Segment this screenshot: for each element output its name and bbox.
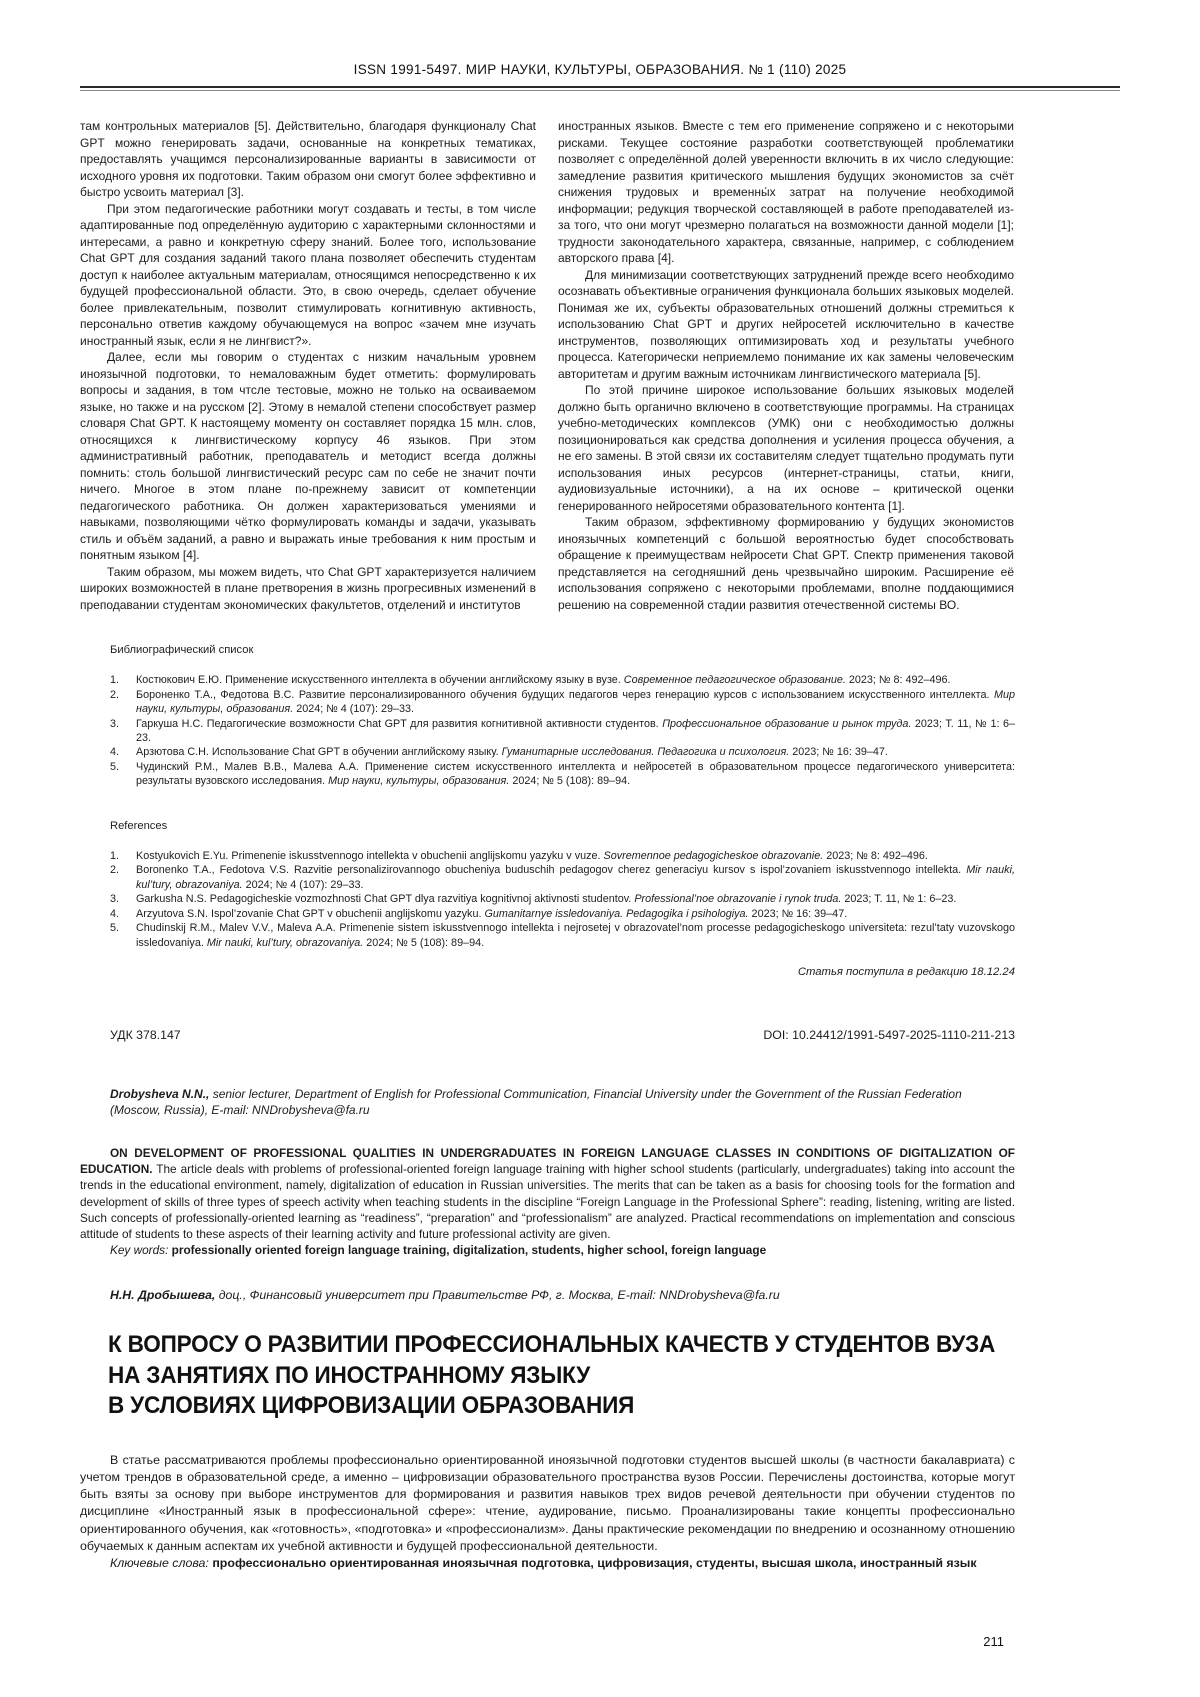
reference-item [110,849,1015,863]
article-title-en: ON DEVELOPMENT OF PROFESSIONAL QUALITIES IN UNDERGRADUATES IN FOREIGN LANGUAGE CLASSES IN CONDITIONS OF DIGITALIZATION OF EDUCATION. [80,1145,1015,1177]
item-text [136,849,1015,863]
title-line-2: НА ЗАНЯТИЯХ ПО ИНОСТРАННОМУ ЯЗЫКУ [108,1361,591,1389]
header-rule-thin [80,90,1120,91]
item-text [136,673,1015,687]
citation-pre: Гаркуша Н.С. Педагогические возможности Chat GPT для развития когнитивной активности студентов. [136,717,663,730]
bibliography-item [110,673,1015,687]
bibliography-list [80,673,1015,788]
citation-journal: Современное педагогическое образование. [623,674,846,687]
citation-pre: Костюкович Е.Ю. Применение искусственного интеллекта в обучении английскому языку в вузе. [136,674,624,687]
item-text [136,688,1015,717]
author-info-ru [110,1288,1015,1302]
author-name-ru: Н.Н. Дробышева, [110,1288,216,1303]
meta-row [80,1028,1015,1042]
abstract-en [80,1145,1015,1242]
item-number: 2. [110,864,120,877]
bibliography-title: Библиографический список [110,644,254,656]
citation-pre: Chudinskij R.M., Malev V.V., Maleva A.A. Primenenie sistem iskusstvennogo intellekta i nejrosetej v obrazovatel’nom processe pedagogicheskogo universiteta: rezul’taty vuzovskogo issledovaniya. [136,922,1015,949]
item-text [136,745,1015,759]
body-paragraph: Далее, если мы говорим о студентах с низким начальным уровнем иноязычной подготовки, то немаловажным будет отметить: формулировать вопросы и задания, в том чтсле тестовые, можно не только на осваиваемом языке, но также и на русском [2]. Этому в немалой степени способствует размер словаря Chat GPT. К настоящему моменту он составляет порядка 15 млн. слов, относящихся к лингвистическому корпусу 46 языков. При этом административный работник, преподаватель и методист всегда должны помнить: столь большой лингвистический ресурс сам по себе не значит почти ничего. Многое в этом плане по-прежнему зависит от компетенции педагогического работника. Он должен характеризоваться умениями и навыками, позволяющими чётко формулировать команды и задачи, указывать стиль и объём заданий, а равно и выражать иные требования к ним простым и понятным языком [4]. [80,350,536,562]
citation-tail: 2024; № 4 (107): 29–33. [242,878,364,891]
abstract-text-en: The article deals with problems of professional-oriented foreign language training with higher school students (particularly, undergraduates) taking into account the trends in the educational environment, namely, digitalization of education in Russian universities. The merits that can be taken as a basis for choosing tools for the formation and development of skills of three types of speech activity when teaching students in the discipline “Foreign Language in the Professional Sphere”: reading, listening, writing are listed. Such concepts of professionally-oriented learning as “readiness”, “preparation” and “professionalism” are analyzed. Practical recommendations on implementation and conscious attitude of students to these aspects of their learning activity and future professional activity are given. [80,1162,1015,1241]
title-line-1: К ВОПРОСУ О РАЗВИТИИ ПРОФЕССИОНАЛЬНЫХ КАЧЕСТВ У СТУДЕНТОВ ВУЗА [108,1331,996,1359]
item-number: 2. [110,688,120,701]
header-rule [80,86,1120,88]
citation-journal: Мир науки, культуры, образования. [136,688,1015,716]
body-paragraph: По этой причине широкое использование больших языковых моделей должно быть органично включено в соответствующие программы. На страницах учебно-методических комплексов (УМК) они с необходимостью должны позиционироваться как средства дополнения и усиления процесса обучения, а не его замены. В этой связи их составителям следует тщательно продумать пути использования иных ресурсов (интернет-страницы, статьи, книги, аудиовизуальные источники), а на их основе – критической оценки генерированного нейросетями образовательного контента [1]. [558,383,1014,513]
citation-pre: Чудинский Р.М., Малев В.В., Малева А.А. Применение систем искусственного интеллекта и нейросетей в образовательном процессе педагогического университета: результаты вузовского исследования. [136,760,1015,788]
author-affiliation-ru: доц., Финансовый университет при Правительстве РФ, г. Москва, E-mail: NNDrobysheva@fa.ru [215,1288,780,1303]
citation-tail: 2024; № 5 (108): 89–94. [509,775,631,788]
item-number: 5. [110,922,120,935]
citation-tail: 2023; Т. 11, № 1: 6–23. [136,717,1016,745]
citation-pre: Boronenko T.A., Fedotova V.S. Razvitie personalizirovannogo obucheniya buduschih pedagogov cherez generaciyu kursov s ispol’zovaniem iskusstvennogo intellekta. [136,864,967,877]
item-number: 5. [110,760,120,773]
item-number: 1. [110,674,120,687]
udk-code: УДК 378.147 [110,1027,181,1042]
page-number: 211 [983,1634,1004,1649]
body-paragraph: там контрольных материалов [5]. Действительно, благодаря функционалу Chat GPT можно генерировать задачи, основанные на конкретных тематиках, предоставлять учащимся персонализированные варианты в зависимости от исходного уровня их подготовки. Таким образом они смогут более эффективно и быстро усвоить материал [3]. [80,119,536,199]
reference-item [110,863,1015,892]
body-paragraph: Таким образом, мы можем видеть, что Chat GPT характеризуется наличием широких возможностей в плане претворения в жизнь прогресивных изменений в преподавании студентам экономических факультетов, отделений и институтов [80,564,536,612]
keywords-ru [80,1555,1015,1572]
citation-pre: Arzyutova S.N. Ispol’zovanie Chat GPT v obuchenii anglijskomu yazyku. [136,907,485,920]
article-body-columns [80,118,1015,613]
citation-journal: Mir nauki, kul’tury, obrazovaniya. [136,864,1015,891]
citation-pre: Kostyukovich E.Yu. Primenenie iskusstvennogo intellekta v obuchenii anglijskomu yazyku v vuze. [136,850,604,863]
citation-tail: 2023; T. 11, № 1: 6–23. [841,893,957,906]
citation-journal: Гуманитарные исследования. Педагогика и психология. [501,746,790,759]
citation-pre: Арзютова С.Н. Использование Chat GPT в обучении английскому языку. [136,746,502,759]
body-paragraph: Для минимизации соответствующих затруднений прежде всего необходимо осознавать объективные ограничения функционала больших языковых моделей. Понимая же их, субъекты образовательных отношений должны стремиться к использованию Chat GPT и других нейросетей исключительно в качестве инструментов, позволяющих оптимизировать ход и результаты учебного процесса. Категорически неприемлемо понимание их как замены человеческим авторитетам и другим важным источникам лингвистического материала [5]. [558,267,1014,381]
reference-item [110,907,1015,921]
citation-tail: 2023; № 16: 39–47. [748,907,848,920]
item-number: 4. [110,746,120,759]
journal-issn-line: ISSN 1991-5497. МИР НАУКИ, КУЛЬТУРЫ, ОБРАЗОВАНИЯ. № 1 (110) 2025 [353,62,847,77]
item-text [136,863,1015,892]
title-line-3: В УСЛОВИЯХ ЦИФРОВИЗАЦИИ ОБРАЗОВАНИЯ [108,1392,635,1420]
keywords-label-en: Key words: [110,1243,172,1258]
references-section [80,819,1015,950]
reference-item [110,892,1015,906]
citation-pre: Garkusha N.S. Pedagogicheskie vozmozhnosti Chat GPT dlya razvitiya kognitivnoj aktivnosti studentov. [136,893,635,906]
body-paragraph: При этом педагогические работники могут создавать и тесты, в том числе адаптированные под определённую аудиторию с характерными склонностями и интересами, а равно и конкретную сферу знаний. Более того, использование Chat GPT для создания заданий такого плана позволяет обеспечить студентам доступ к наиболее актуальным материалам, относящимся непосредственно к их будущей профессиональной области. Это, в свою очередь, сделает обучение более привлекательным, позволит стимулировать когнитивную активность, персонально ответив каждому обучающемуся на вопрос «зачем мне изучать иностранный язык, если я не лингвист?». [80,201,536,348]
citation-journal: Sovremennoe pedagogicheskoe obrazovanie. [603,850,824,863]
references-title: References [110,819,168,832]
item-number: 3. [110,893,120,906]
abstract-ru: В статье рассматриваются проблемы профессионально ориентированной иноязычной подготовки студентов высшей школы (в частности бакалавриата) с учетом трендов в образовательной среде, а именно – цифровизации образовательного пространства вузов России. Перечислены достоинства, которые могут быть взяты за основу при выборе инструментов для формирования и развития навыков трех видов речевой деятельности при обучении студентов по дисциплине «Иностранный язык в профессиональной сфере»: чтение, аудирование, письмо. Проанализированы такие концепты профессионально ориентированного обучения, как «готовность», «подготовка» и «профессионализм». Даны практические рекомендации по внедрению и осознанному отношению обучаемых к данным аспектам их учебной активности и будущей профессиональной деятельности. [80,1452,1015,1553]
received-date-line: Статья поступила в редакцию 18.12.24 [797,965,1015,978]
item-number: 4. [110,907,120,920]
citation-tail: 2024; № 5 (108): 89–94. [363,936,485,949]
citation-pre: Бороненко Т.А., Федотова В.С. Развитие персонализированного обучения будущих педагогов через генерацию курсов с использованием искусственного интеллекта. [136,688,994,701]
item-text [136,921,1015,950]
citation-tail: 2024; № 4 (107): 29–33. [293,703,415,716]
item-text [136,907,1015,921]
references-list [80,849,1015,950]
item-text [136,717,1015,746]
citation-journal: Профессиональное образование и рынок труда. [662,717,912,730]
keywords-en [80,1242,1015,1258]
bibliography-item [110,717,1015,746]
citation-journal: Professional’noe obrazovanie i rynok truda. [634,893,842,906]
author-affiliation-en: senior lecturer, Department of English for Professional Communication, Financial University under the Government of the Russian Federation (Moscow, Russia), E-mail: NNDrobysheva@fa.ru [110,1086,962,1118]
bibliography-section [80,643,1015,789]
item-number: 3. [110,717,120,730]
bibliography-item [110,688,1015,717]
item-number: 1. [110,850,120,863]
citation-tail: 2023; № 8: 492–496. [845,674,951,687]
item-text [136,892,1015,906]
article-title-ru [108,1330,996,1422]
citation-tail: 2023; № 16: 39–47. [789,746,888,759]
citation-tail: 2023; № 8: 492–496. [823,850,928,863]
author-name-en: Drobysheva N.N., [110,1086,210,1101]
keywords-text-ru: профессионально ориентированная иноязычная подготовка, цифровизация, студенты, высшая школа, иностранный язык [212,1556,977,1571]
right-column [558,118,1014,613]
article-content [80,118,1015,1572]
item-text [136,760,1015,789]
left-column [80,118,536,613]
body-paragraph: Таким образом, эффективному формированию у будущих экономистов иноязычных компетенций с большой вероятностью будет способствовать обращение к преимуществам нейросети Chat GPT. Спектр применения таковой представляется на сегодняшний день чрезвычайно широким. Расширение её использования сопряжено с некоторыми проблемами, вполне поддающимися решению на современной стадии развития отечественной системы ВО. [558,515,1014,612]
keywords-label-ru: Ключевые слова: [110,1556,213,1571]
citation-journal: Мир науки, культуры, образования. [328,775,510,788]
citation-journal: Gumanitarnye issledovaniya. Pedagogika i psihologiya. [484,907,749,920]
citation-journal: Mir nauki, kul’tury, obrazovaniya. [206,936,364,949]
author-info-en [110,1086,1015,1119]
body-paragraph: иностранных языков. Вместе с тем его применение сопряжено и с некоторыми рисками. Текущее состояние разработки соответствующей проблематики позволяет с определённой долей уверенности включить в их число следующие: замедление развития критического мышления будущих экономистов за счёт снижения трудовых и временны́х затрат на получение необходимой информации; редукция творческой составляющей в работе преподавателей из-за того, что они могут чрезмерно полагаться на возможности данной модели [1]; трудности законодательного характера, связанные, например, с соблюдением авторского права [4]. [558,119,1014,265]
reference-item [110,921,1015,950]
page-header [80,0,1120,91]
bibliography-item [110,745,1015,759]
keywords-text-en: professionally oriented foreign language training, digitalization, students, higher school, foreign language [171,1243,767,1258]
bibliography-item [110,760,1015,789]
doi-code: DOI: 10.24412/1991-5497-2025-1110-211-213 [763,1027,1015,1042]
